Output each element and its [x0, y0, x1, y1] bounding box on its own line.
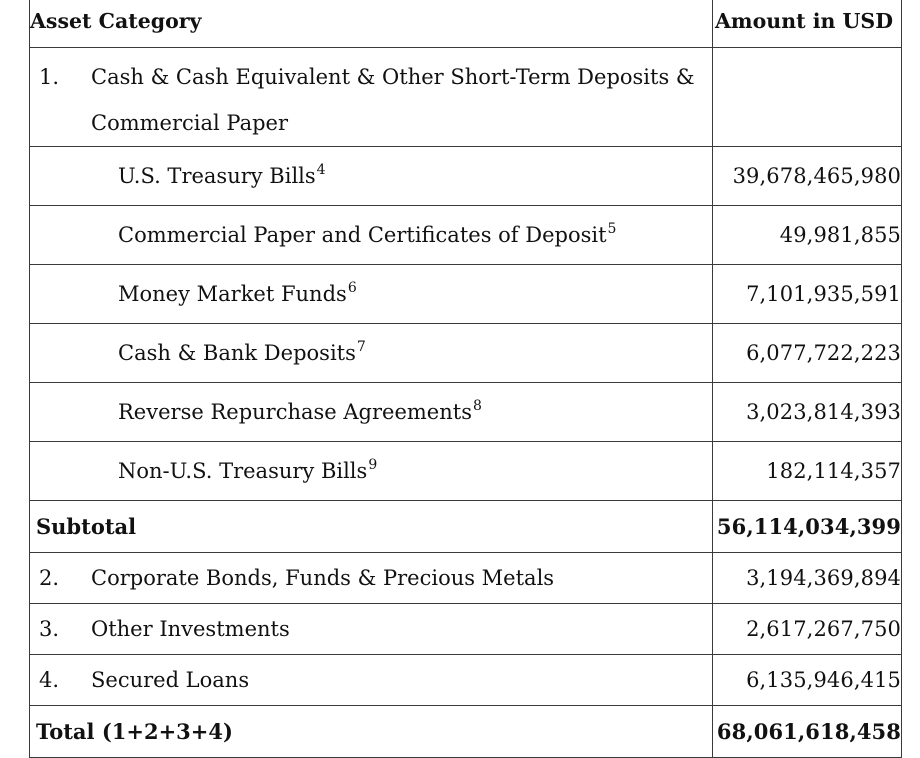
category-label: Other Investments	[91, 617, 290, 641]
row-amount: 6,135,946,415	[713, 655, 902, 706]
row-label: Commercial Paper and Certificates of Deposit$^5$	[30, 206, 713, 265]
table-row	[30, 604, 902, 655]
table-row	[30, 553, 902, 604]
table-row	[30, 655, 902, 706]
row-amount: 6,077,722,223	[713, 324, 902, 383]
row-label: Non-U.S. Treasury Bills$^9$	[30, 442, 713, 501]
section-1-amount	[713, 48, 902, 147]
asset-category-header: Asset Category	[30, 0, 713, 48]
table-row	[30, 383, 902, 442]
footnote-marker: 9	[368, 457, 378, 473]
row-label: U.S. Treasury Bills$^4$	[30, 147, 713, 206]
table-row	[30, 206, 902, 265]
subtotal-amount: 56,114,034,399	[713, 501, 902, 553]
footnote-marker: 4	[316, 162, 326, 178]
footnote-marker: 8	[472, 398, 482, 414]
category-number: 4.	[39, 668, 60, 692]
row-amount: 49,981,855	[713, 206, 902, 265]
table-row	[30, 442, 902, 501]
subtotal-label: Subtotal	[30, 501, 713, 553]
total-amount: 68,061,618,458	[713, 706, 902, 758]
category-number: 3.	[39, 617, 60, 641]
category-label: Secured Loans	[91, 668, 250, 692]
footnote-marker: 6	[347, 280, 357, 296]
table-header-row	[30, 0, 902, 48]
row-label: Cash & Bank Deposits$^7$	[30, 324, 713, 383]
section-1-number: 1.	[39, 65, 60, 89]
asset-table	[29, 0, 902, 758]
row-amount: 3,023,814,393	[713, 383, 902, 442]
row-amount: 182,114,357	[713, 442, 902, 501]
footnote-marker: 5	[607, 221, 617, 237]
subtotal-row	[30, 501, 902, 553]
table-row	[30, 324, 902, 383]
row-amount: 2,617,267,750	[713, 604, 902, 655]
row-amount: 7,101,935,591	[713, 265, 902, 324]
section-1-row	[30, 48, 902, 147]
row-label: Reverse Repurchase Agreements$^8$	[30, 383, 713, 442]
total-label: Total (1+2+3+4)	[30, 706, 713, 758]
row-amount: 39,678,465,980	[713, 147, 902, 206]
row-amount: 3,194,369,894	[713, 553, 902, 604]
amount-header: Amount in USD	[713, 0, 902, 48]
category-number: 2.	[39, 566, 60, 590]
footnote-marker: 7	[356, 339, 366, 355]
category-label: Corporate Bonds, Funds & Precious Metals	[91, 566, 555, 590]
table-row	[30, 265, 902, 324]
table-row	[30, 147, 902, 206]
section-1-label: Cash & Cash Equivalent & Other Short-Term Deposits & Commercial Paper	[91, 65, 695, 135]
row-label: Money Market Funds$^6$	[30, 265, 713, 324]
